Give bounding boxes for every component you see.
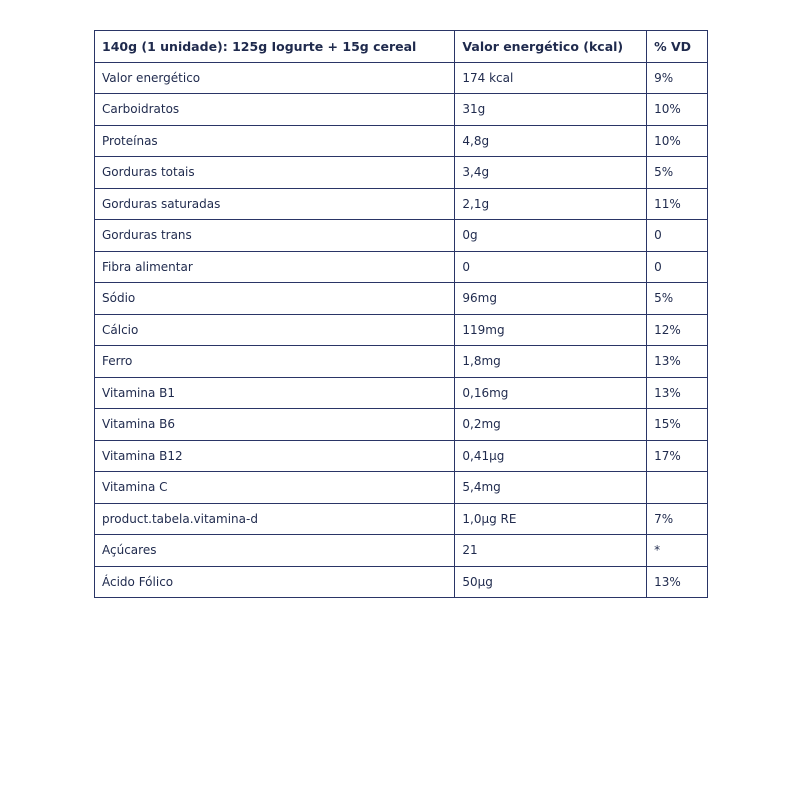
- nutrient-daily-value: 5%: [647, 283, 708, 315]
- table-row: [95, 535, 708, 567]
- table-row: [95, 377, 708, 409]
- nutrient-amount: 5,4mg: [455, 472, 647, 504]
- nutrient-name: Açúcares: [95, 535, 455, 567]
- nutrient-amount: 174 kcal: [455, 62, 647, 94]
- nutrient-name: Gorduras saturadas: [95, 188, 455, 220]
- nutrient-name: product.tabela.vitamina-d: [95, 503, 455, 535]
- nutrient-daily-value: 13%: [647, 377, 708, 409]
- nutrient-daily-value: 17%: [647, 440, 708, 472]
- nutrient-amount: 3,4g: [455, 157, 647, 189]
- nutrient-name: Gorduras totais: [95, 157, 455, 189]
- nutrition-table: [94, 30, 708, 598]
- nutrient-daily-value: [647, 472, 708, 504]
- header-energy-value: Valor energético (kcal): [455, 31, 647, 63]
- nutrient-name: Sódio: [95, 283, 455, 315]
- table-row: [95, 283, 708, 315]
- nutrient-daily-value: 11%: [647, 188, 708, 220]
- nutrient-daily-value: 12%: [647, 314, 708, 346]
- table-row: [95, 409, 708, 441]
- nutrient-name: Vitamina C: [95, 472, 455, 504]
- nutrient-name: Gorduras trans: [95, 220, 455, 252]
- table-row: [95, 94, 708, 126]
- table-row: [95, 125, 708, 157]
- table-row: [95, 566, 708, 598]
- nutrient-name: Carboidratos: [95, 94, 455, 126]
- table-row: [95, 314, 708, 346]
- nutrient-name: Ácido Fólico: [95, 566, 455, 598]
- nutrient-amount: 4,8g: [455, 125, 647, 157]
- nutrient-name: Vitamina B12: [95, 440, 455, 472]
- header-row: [95, 31, 708, 63]
- nutrient-amount: 0g: [455, 220, 647, 252]
- nutrient-amount: 1,8mg: [455, 346, 647, 378]
- table-row: [95, 472, 708, 504]
- nutrient-amount: 0,41µg: [455, 440, 647, 472]
- nutrient-daily-value: 10%: [647, 94, 708, 126]
- nutrient-amount: 0,2mg: [455, 409, 647, 441]
- nutrient-name: Vitamina B6: [95, 409, 455, 441]
- nutrient-daily-value: 9%: [647, 62, 708, 94]
- header-daily-value: % VD: [647, 31, 708, 63]
- nutrient-amount: 21: [455, 535, 647, 567]
- nutrient-amount: 50µg: [455, 566, 647, 598]
- table-row: [95, 251, 708, 283]
- nutrient-daily-value: *: [647, 535, 708, 567]
- nutrient-daily-value: 5%: [647, 157, 708, 189]
- nutrient-daily-value: 7%: [647, 503, 708, 535]
- table-row: [95, 503, 708, 535]
- table-row: [95, 346, 708, 378]
- nutrient-daily-value: 0: [647, 251, 708, 283]
- nutrient-name: Vitamina B1: [95, 377, 455, 409]
- nutrient-daily-value: 13%: [647, 566, 708, 598]
- table-row: [95, 440, 708, 472]
- nutrient-name: Valor energético: [95, 62, 455, 94]
- nutrient-amount: 2,1g: [455, 188, 647, 220]
- nutrient-daily-value: 13%: [647, 346, 708, 378]
- table-row: [95, 220, 708, 252]
- nutrient-name: Cálcio: [95, 314, 455, 346]
- nutrient-daily-value: 15%: [647, 409, 708, 441]
- nutrient-amount: 1,0µg RE: [455, 503, 647, 535]
- nutrient-name: Ferro: [95, 346, 455, 378]
- table-row: [95, 62, 708, 94]
- nutrient-daily-value: 0: [647, 220, 708, 252]
- nutrient-daily-value: 10%: [647, 125, 708, 157]
- nutrient-amount: 0: [455, 251, 647, 283]
- nutrient-name: Fibra alimentar: [95, 251, 455, 283]
- header-portion: 140g (1 unidade): 125g Iogurte + 15g cereal: [95, 31, 455, 63]
- table-row: [95, 188, 708, 220]
- table-row: [95, 157, 708, 189]
- nutrient-amount: 119mg: [455, 314, 647, 346]
- nutrient-amount: 96mg: [455, 283, 647, 315]
- nutrient-amount: 31g: [455, 94, 647, 126]
- nutrient-amount: 0,16mg: [455, 377, 647, 409]
- nutrient-name: Proteínas: [95, 125, 455, 157]
